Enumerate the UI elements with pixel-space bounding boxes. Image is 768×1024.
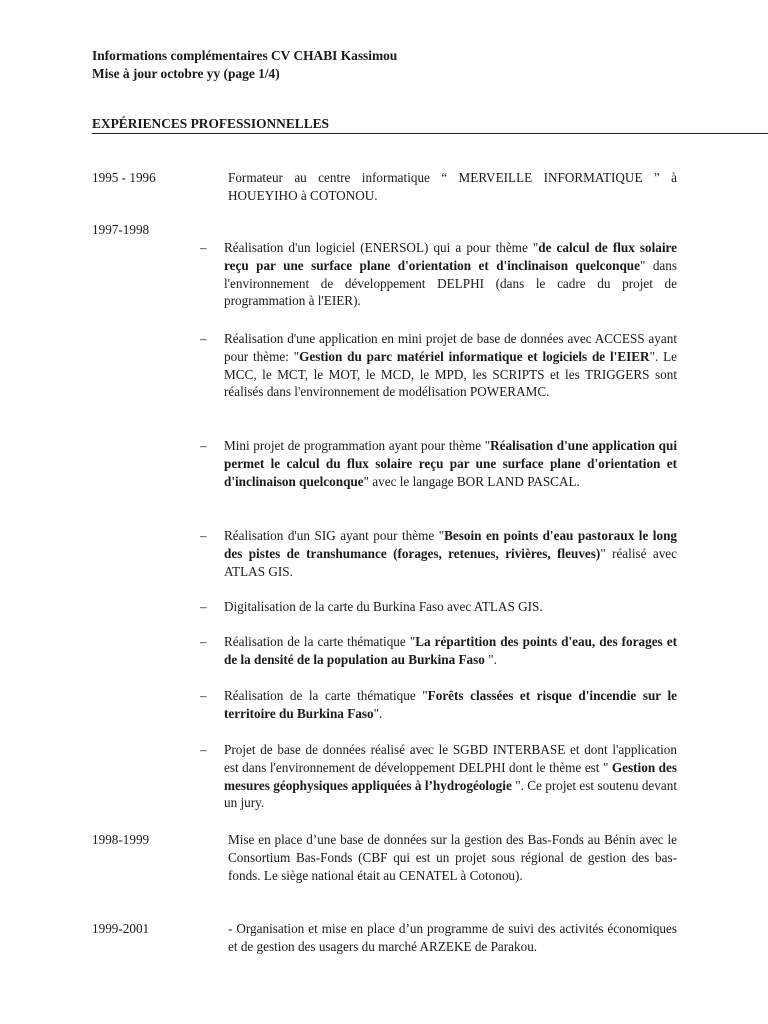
header-update: Mise à jour octobre yy (page 1/4) xyxy=(92,66,280,81)
section-divider xyxy=(92,133,768,134)
entry-text: - Organisation et mise en place d’un programme de suivi des activités économiques et de gestion des usagers du marché ARZEKE de Parakou. xyxy=(228,921,677,954)
bullet-item: Digitalisation de la carte du Burkina Faso avec ATLAS GIS. xyxy=(224,599,543,614)
bullet-item: Réalisation d'un SIG ayant pour thème "Besoin en points d'eau pastoraux le long des pistes de transhumance (forages, retenues, rivières, fleuves)" réalisé avec ATLAS GIS. xyxy=(224,528,677,579)
entry-text: Mise en place d’une base de données sur la gestion des Bas-Fonds au Bénin avec le Consortium Bas-Fonds (CBF qui est un projet sous régional de gestion des bas-fonds. Le siège national était au CENATEL à Cotonou). xyxy=(228,832,677,883)
bullet-item: Réalisation d'une application en mini projet de base de données avec ACCESS ayant pour thème: "Gestion du parc matériel informatique et logiciels de l'EIER". Le MCC, le MCT, le MOT, le MCD, le MPD, les SCRIPTS et les TRIGGERS sont réalisés dans l'environnement de modélisation POWERAMC. xyxy=(224,331,677,400)
bullet-dash: – xyxy=(200,688,207,703)
entry-year: 1998-1999 xyxy=(92,832,150,847)
header-title: Informations complémentaires CV CHABI Kassimou xyxy=(92,48,398,63)
bullet-item: Réalisation de la carte thématique "La répartition des points d'eau, des forages et de la densité de la population au Burkina Faso ". xyxy=(224,634,677,667)
bullet-dash: – xyxy=(200,528,207,543)
bullet-dash: – xyxy=(200,240,207,255)
bullet-item: Projet de base de données réalisé avec le SGBD INTERBASE et dont l'application est dans l'environnement de développement DELPHI dont le thème est " Gestion des mesures géophysiques appliquées à l’hydrogéologie ". Ce projet est soutenu devant un jury. xyxy=(224,742,677,811)
entry-year: 1999-2001 xyxy=(92,921,150,936)
bullet-dash: – xyxy=(200,634,207,649)
bullet-dash: – xyxy=(200,331,207,346)
section-title: EXPÉRIENCES PROFESSIONNELLES xyxy=(92,116,330,131)
entry-text: Formateur au centre informatique “ MERVEILLE INFORMATIQUE ” à HOUEYIHO à COTONOU. xyxy=(228,170,677,203)
bullet-item: Mini projet de programmation ayant pour thème "Réalisation d'une application qui permet le calcul du flux solaire reçu par une surface plane d'orientation et d'inclinaison quelconque" avec le langage BOR LAND PASCAL. xyxy=(224,438,677,489)
bullet-dash: – xyxy=(200,438,207,453)
entry-year: 1997-1998 xyxy=(92,222,150,237)
bullet-dash: – xyxy=(200,742,207,757)
bullet-item: Réalisation de la carte thématique "Forêts classées et risque d'incendie sur le territoire du Burkina Faso". xyxy=(224,688,677,721)
bullet-dash: – xyxy=(200,599,207,614)
bullet-item: Réalisation d'un logiciel (ENERSOL) qui a pour thème "de calcul de flux solaire reçu par une surface plane d'orientation et d'inclinaison quelconque" dans l'environnement de développement DELPHI (dans le cadre du projet de programmation à l'EIER). xyxy=(224,240,678,309)
entry-year: 1995 - 1996 xyxy=(92,170,156,185)
